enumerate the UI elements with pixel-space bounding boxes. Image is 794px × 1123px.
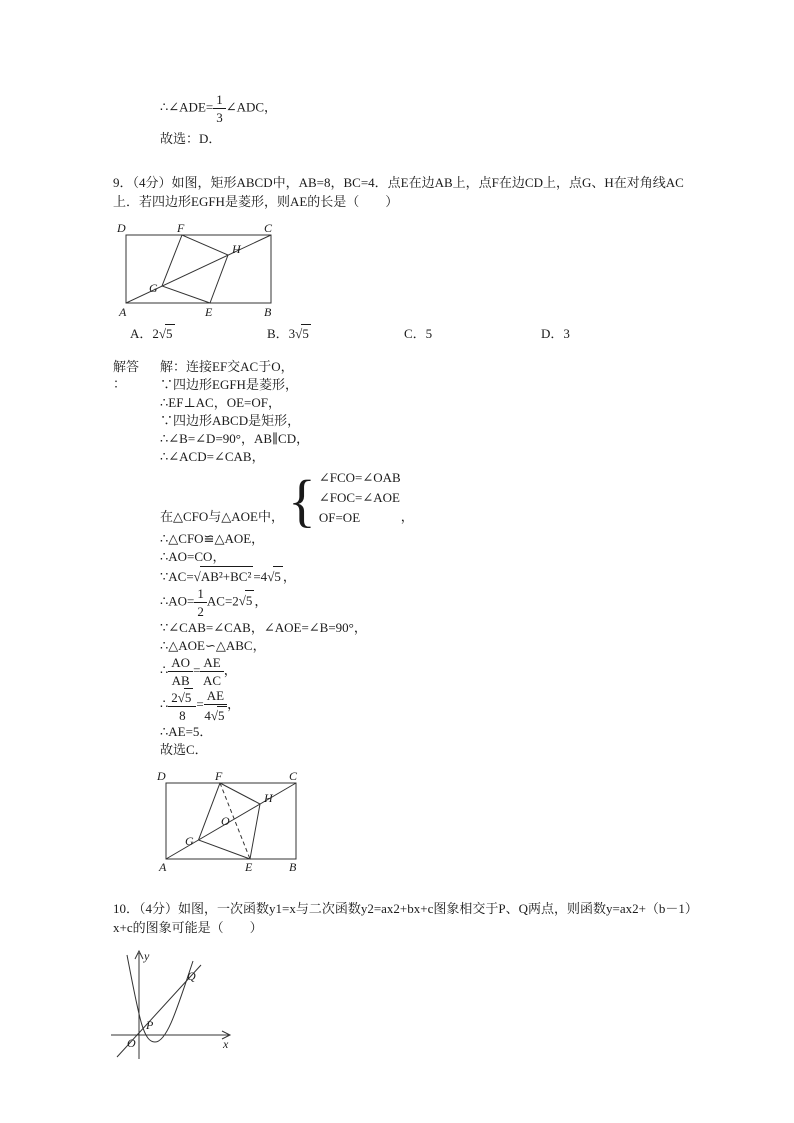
- solution-step: ∴△CFO≌△AOE，: [160, 531, 265, 546]
- sqrt-sign: √: [295, 326, 303, 341]
- fraction-denominator: 3: [216, 110, 223, 125]
- fraction-numerator: AE: [200, 655, 223, 672]
- question-10-text: 10．（4分）如图，一次函数y1=x与二次函数y2=ax2+bx+c图象相交于P、Q两点，则函数y=ax2+（b－1）x+c的图象可能是（ ）: [113, 901, 692, 935]
- step-mid: AC=2: [206, 593, 239, 609]
- label-D: D: [117, 221, 126, 235]
- label-G: G: [185, 834, 194, 848]
- label-A: A: [119, 305, 127, 319]
- solution-step: ∴EF⊥AC，OE=OF，: [160, 395, 282, 410]
- sqrt-expression: [178, 690, 194, 705]
- fraction-2sqrt5-8: [168, 688, 196, 723]
- solution-step: ∵四边形EGFH是菱形，: [160, 377, 298, 392]
- equals-sign: =: [196, 696, 204, 712]
- label-B: B: [264, 305, 272, 319]
- option-a-label: A．: [130, 326, 153, 341]
- radicand: 5: [184, 690, 192, 705]
- step-prefix: ∴: [160, 696, 169, 712]
- fraction-numerator: AE: [204, 688, 227, 705]
- system-prefix: 在△CFO与△AOE中，: [160, 509, 285, 524]
- figure-solution-rectangle: [154, 765, 314, 873]
- sqrt-sign: √: [238, 593, 246, 609]
- option-d-label: D．: [541, 326, 564, 341]
- label-B: B: [289, 860, 297, 873]
- system-equation-3: OF=OE: [318, 510, 361, 525]
- label-H: H: [264, 791, 273, 805]
- conclusion-prefix: ∴∠ADE=: [160, 99, 214, 115]
- solution-label: [113, 358, 160, 873]
- sqrt-sign: √: [177, 690, 185, 705]
- option-a-sqrt: [159, 326, 175, 341]
- solution-step: ∴AO=CO，: [160, 549, 226, 564]
- step-suffix: ，: [223, 662, 237, 678]
- label-C: C: [289, 769, 298, 783]
- parabola-curve: [127, 955, 193, 1042]
- label-D: D: [157, 769, 166, 783]
- fraction-denominator: 8: [179, 708, 186, 723]
- sqrt-sign: √: [158, 326, 167, 341]
- equation-system-line: [160, 468, 794, 533]
- fraction-AO-AB: [168, 655, 193, 688]
- step-mid: =4: [253, 569, 268, 584]
- label-O: O: [221, 814, 230, 828]
- fraction-denominator: 2: [197, 604, 204, 619]
- fraction-one-third: [213, 92, 226, 125]
- label-E: E: [205, 305, 213, 319]
- label-A: A: [159, 860, 167, 873]
- label-x-axis: x: [223, 1037, 229, 1051]
- solution-body: [157, 358, 794, 873]
- label-E: E: [245, 860, 253, 873]
- fraction-numerator: [168, 688, 196, 707]
- figure-q9-labels: [116, 221, 273, 319]
- diagonal-AC: [126, 235, 271, 303]
- prev-conclusion-line: [160, 92, 794, 125]
- option-d: [541, 323, 678, 342]
- label-Q: Q: [187, 969, 196, 983]
- question-9-text: 9．（4分）如图，矩形ABCD中，AB=8，BC=4．点E在边AB上，点F在边CD上，点G、H在对角线AC上．若四边形EGFH是菱形，则AE的长是（ ）: [113, 175, 684, 209]
- label-H: H: [232, 242, 241, 256]
- figure-q9-rectangle: [116, 219, 291, 319]
- radicand: 5: [273, 566, 283, 586]
- rhombus-EGFH: [162, 235, 228, 303]
- sqrt-expression: [267, 569, 283, 584]
- solution-step: 故选C．: [160, 742, 208, 757]
- system-suffix: ，: [400, 509, 414, 524]
- label-y-axis: y: [144, 949, 150, 963]
- fraction-one-half: [194, 586, 207, 619]
- step-prefix: ∴: [160, 662, 169, 678]
- sqrt-expression: [211, 708, 227, 723]
- label-C: C: [264, 221, 273, 235]
- step-suffix: ，: [227, 696, 241, 712]
- solution-step-radical: [160, 566, 794, 586]
- figure-q10-labels: [127, 949, 229, 1051]
- sqrt-sign: √: [210, 708, 218, 723]
- figure-q9-lines: [126, 235, 271, 303]
- solution-step: ∴∠ACD=∠CAB，: [160, 449, 265, 464]
- label-F: F: [177, 221, 185, 235]
- fraction-numerator: 1: [194, 586, 207, 603]
- fraction-denominator: AB: [171, 673, 190, 688]
- equals-sign: =: [193, 662, 201, 678]
- radicand: AB²+BC²: [200, 566, 254, 586]
- solution-label-colon: ：: [113, 376, 127, 391]
- prev-answer-line: 故选：D．: [160, 131, 222, 146]
- solution-step: ∵四边形ABCD是矩形，: [160, 413, 301, 428]
- solution-step-fraction: [160, 586, 794, 619]
- solution-step: 解：连接EF交AC于O，: [160, 359, 294, 374]
- label-origin: O: [127, 1036, 136, 1050]
- radicand: 5: [245, 590, 255, 610]
- option-b-sqrt: [295, 326, 311, 341]
- sqrt-expression: [239, 593, 255, 608]
- option-b-coef: 3: [288, 326, 296, 341]
- solution-step-proportion: [160, 655, 794, 688]
- solution-step: ∵∠CAB=∠CAB，∠AOE=∠B=90°，: [160, 620, 367, 635]
- label-G: G: [149, 281, 158, 295]
- fraction-denominator: [204, 705, 227, 723]
- system-equations: [319, 468, 401, 528]
- option-d-value: 3: [563, 326, 570, 341]
- option-a: [130, 323, 267, 342]
- option-c-value: 5: [425, 326, 433, 341]
- solution-step: ∴AE=5．: [160, 724, 213, 739]
- conclusion-suffix: ∠ADC，: [225, 99, 278, 115]
- step-prefix: ∴AO=: [160, 593, 195, 609]
- solution-label-text: 解答: [113, 359, 140, 374]
- figure-q10-graph: [103, 947, 243, 1069]
- solution-section: [113, 358, 794, 873]
- fraction-numerator: AO: [168, 655, 193, 672]
- question-9-options: [130, 323, 794, 342]
- sqrt-sign: √: [267, 569, 275, 584]
- figure-solution-labels: [156, 769, 298, 873]
- solution-step-proportion-values: [160, 688, 794, 723]
- fraction-numerator: 1: [213, 92, 226, 109]
- step-suffix: ，: [282, 569, 296, 584]
- fraction-AE-4sqrt5: [204, 688, 227, 723]
- option-b: [267, 323, 404, 342]
- option-c-label: C．: [404, 326, 426, 341]
- system-equation-2: ∠FOC=∠AOE: [318, 490, 400, 505]
- system-equation-1: ∠FCO=∠OAB: [318, 470, 401, 485]
- label-F: F: [215, 769, 223, 783]
- sqrt-expression: [194, 569, 254, 584]
- solution-step: ∴∠B=∠D=90°，AB∥CD，: [160, 431, 310, 446]
- option-c: [404, 323, 541, 342]
- coef: 4: [204, 708, 211, 723]
- option-a-coef: 2: [152, 326, 159, 341]
- radicand: 5: [218, 708, 225, 723]
- fraction-AE-AC: [200, 655, 223, 688]
- coef: 2: [171, 690, 178, 705]
- fraction-denominator: AC: [203, 673, 222, 688]
- label-P: P: [146, 1018, 154, 1032]
- radicand: 5: [302, 326, 309, 341]
- step-suffix: ，: [254, 593, 268, 609]
- sqrt-sign: √: [193, 569, 201, 584]
- option-b-label: B．: [267, 326, 289, 341]
- step-prefix: ∵AC=: [160, 569, 194, 584]
- brace-symbol: {: [288, 468, 316, 533]
- radicand: 5: [166, 326, 173, 341]
- solution-step: ∴△AOE∽△ABC，: [160, 638, 266, 653]
